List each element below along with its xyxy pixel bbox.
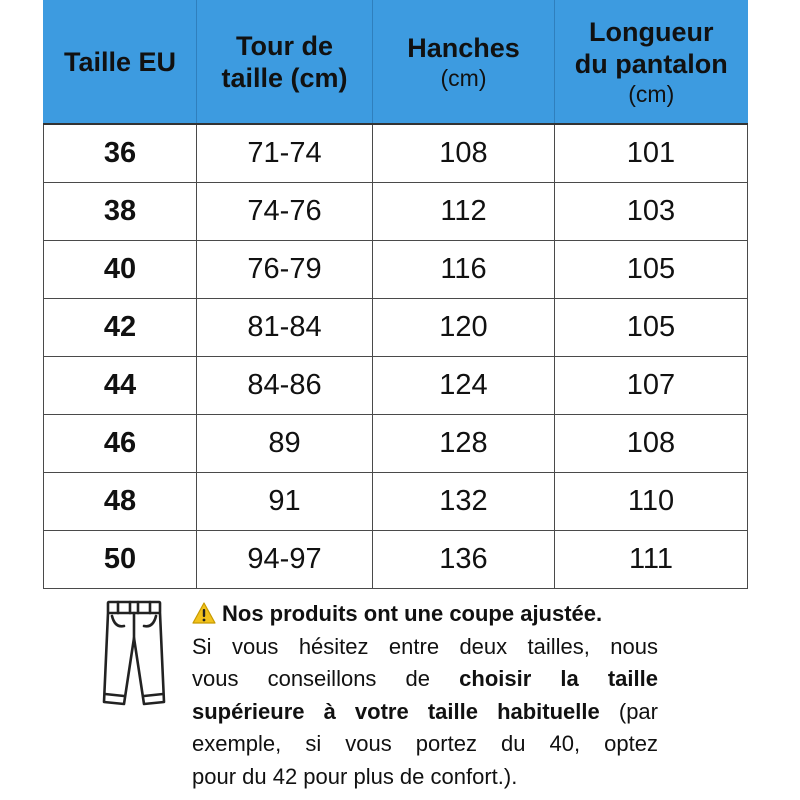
cell-waist: 81-84 xyxy=(197,299,373,357)
cell-length: 103 xyxy=(555,183,748,241)
cell-hips: 136 xyxy=(373,531,555,589)
table-row xyxy=(44,473,748,531)
fit-note xyxy=(100,598,660,798)
cell-size: 38 xyxy=(44,183,197,241)
cell-waist: 91 xyxy=(197,473,373,531)
cell-waist: 89 xyxy=(197,415,373,473)
cell-length: 110 xyxy=(555,473,748,531)
note-line-2: Si vous hésitez entre deux tailles, nous xyxy=(192,633,658,659)
table-row xyxy=(44,415,748,473)
header-waist: Tour de taille (cm) xyxy=(197,0,373,124)
cell-length: 107 xyxy=(555,357,748,415)
cell-waist: 84-86 xyxy=(197,357,373,415)
cell-hips: 120 xyxy=(373,299,555,357)
table-row xyxy=(44,124,748,183)
cell-length: 111 xyxy=(555,531,748,589)
cell-length: 105 xyxy=(555,299,748,357)
cell-length: 108 xyxy=(555,415,748,473)
cell-waist: 74-76 xyxy=(197,183,373,241)
cell-size: 40 xyxy=(44,241,197,299)
table-row xyxy=(44,357,748,415)
cell-hips: 128 xyxy=(373,415,555,473)
cell-waist: 71-74 xyxy=(197,124,373,183)
cell-hips: 132 xyxy=(373,473,555,531)
cell-hips: 124 xyxy=(373,357,555,415)
table-row xyxy=(44,241,748,299)
header-length: Longueur du pantalon (cm) xyxy=(555,0,748,124)
cell-size: 46 xyxy=(44,415,197,473)
table-row xyxy=(44,183,748,241)
table-row xyxy=(44,531,748,589)
cell-length: 105 xyxy=(555,241,748,299)
cell-hips: 108 xyxy=(373,124,555,183)
cell-size: 42 xyxy=(44,299,197,357)
note-title: Nos produits ont une coupe ajustée. xyxy=(192,598,658,631)
cell-waist: 76-79 xyxy=(197,241,373,299)
note-line-5: exemple, si vous portez du 40, optez xyxy=(192,731,658,756)
warning-icon xyxy=(192,602,216,624)
cell-hips: 112 xyxy=(373,183,555,241)
cell-size: 36 xyxy=(44,124,197,183)
note-line-4: supérieure à votre taille habituelle (par xyxy=(192,698,658,724)
cell-size: 50 xyxy=(44,531,197,589)
cell-length: 101 xyxy=(555,124,748,183)
cell-size: 44 xyxy=(44,357,197,415)
note-line-6: pour du 42 pour plus de confort.). xyxy=(192,763,518,789)
note-line-3: vous conseillons de choisir la taille xyxy=(192,666,658,691)
header-hips: Hanches (cm) xyxy=(373,0,555,124)
size-table xyxy=(43,0,748,589)
header-size: Taille EU xyxy=(44,0,197,124)
table-header-row xyxy=(44,0,748,124)
cell-size: 48 xyxy=(44,473,197,531)
pants-icon xyxy=(100,598,168,708)
table-row xyxy=(44,299,748,357)
cell-hips: 116 xyxy=(373,241,555,299)
note-text xyxy=(192,598,658,793)
cell-waist: 94-97 xyxy=(197,531,373,589)
